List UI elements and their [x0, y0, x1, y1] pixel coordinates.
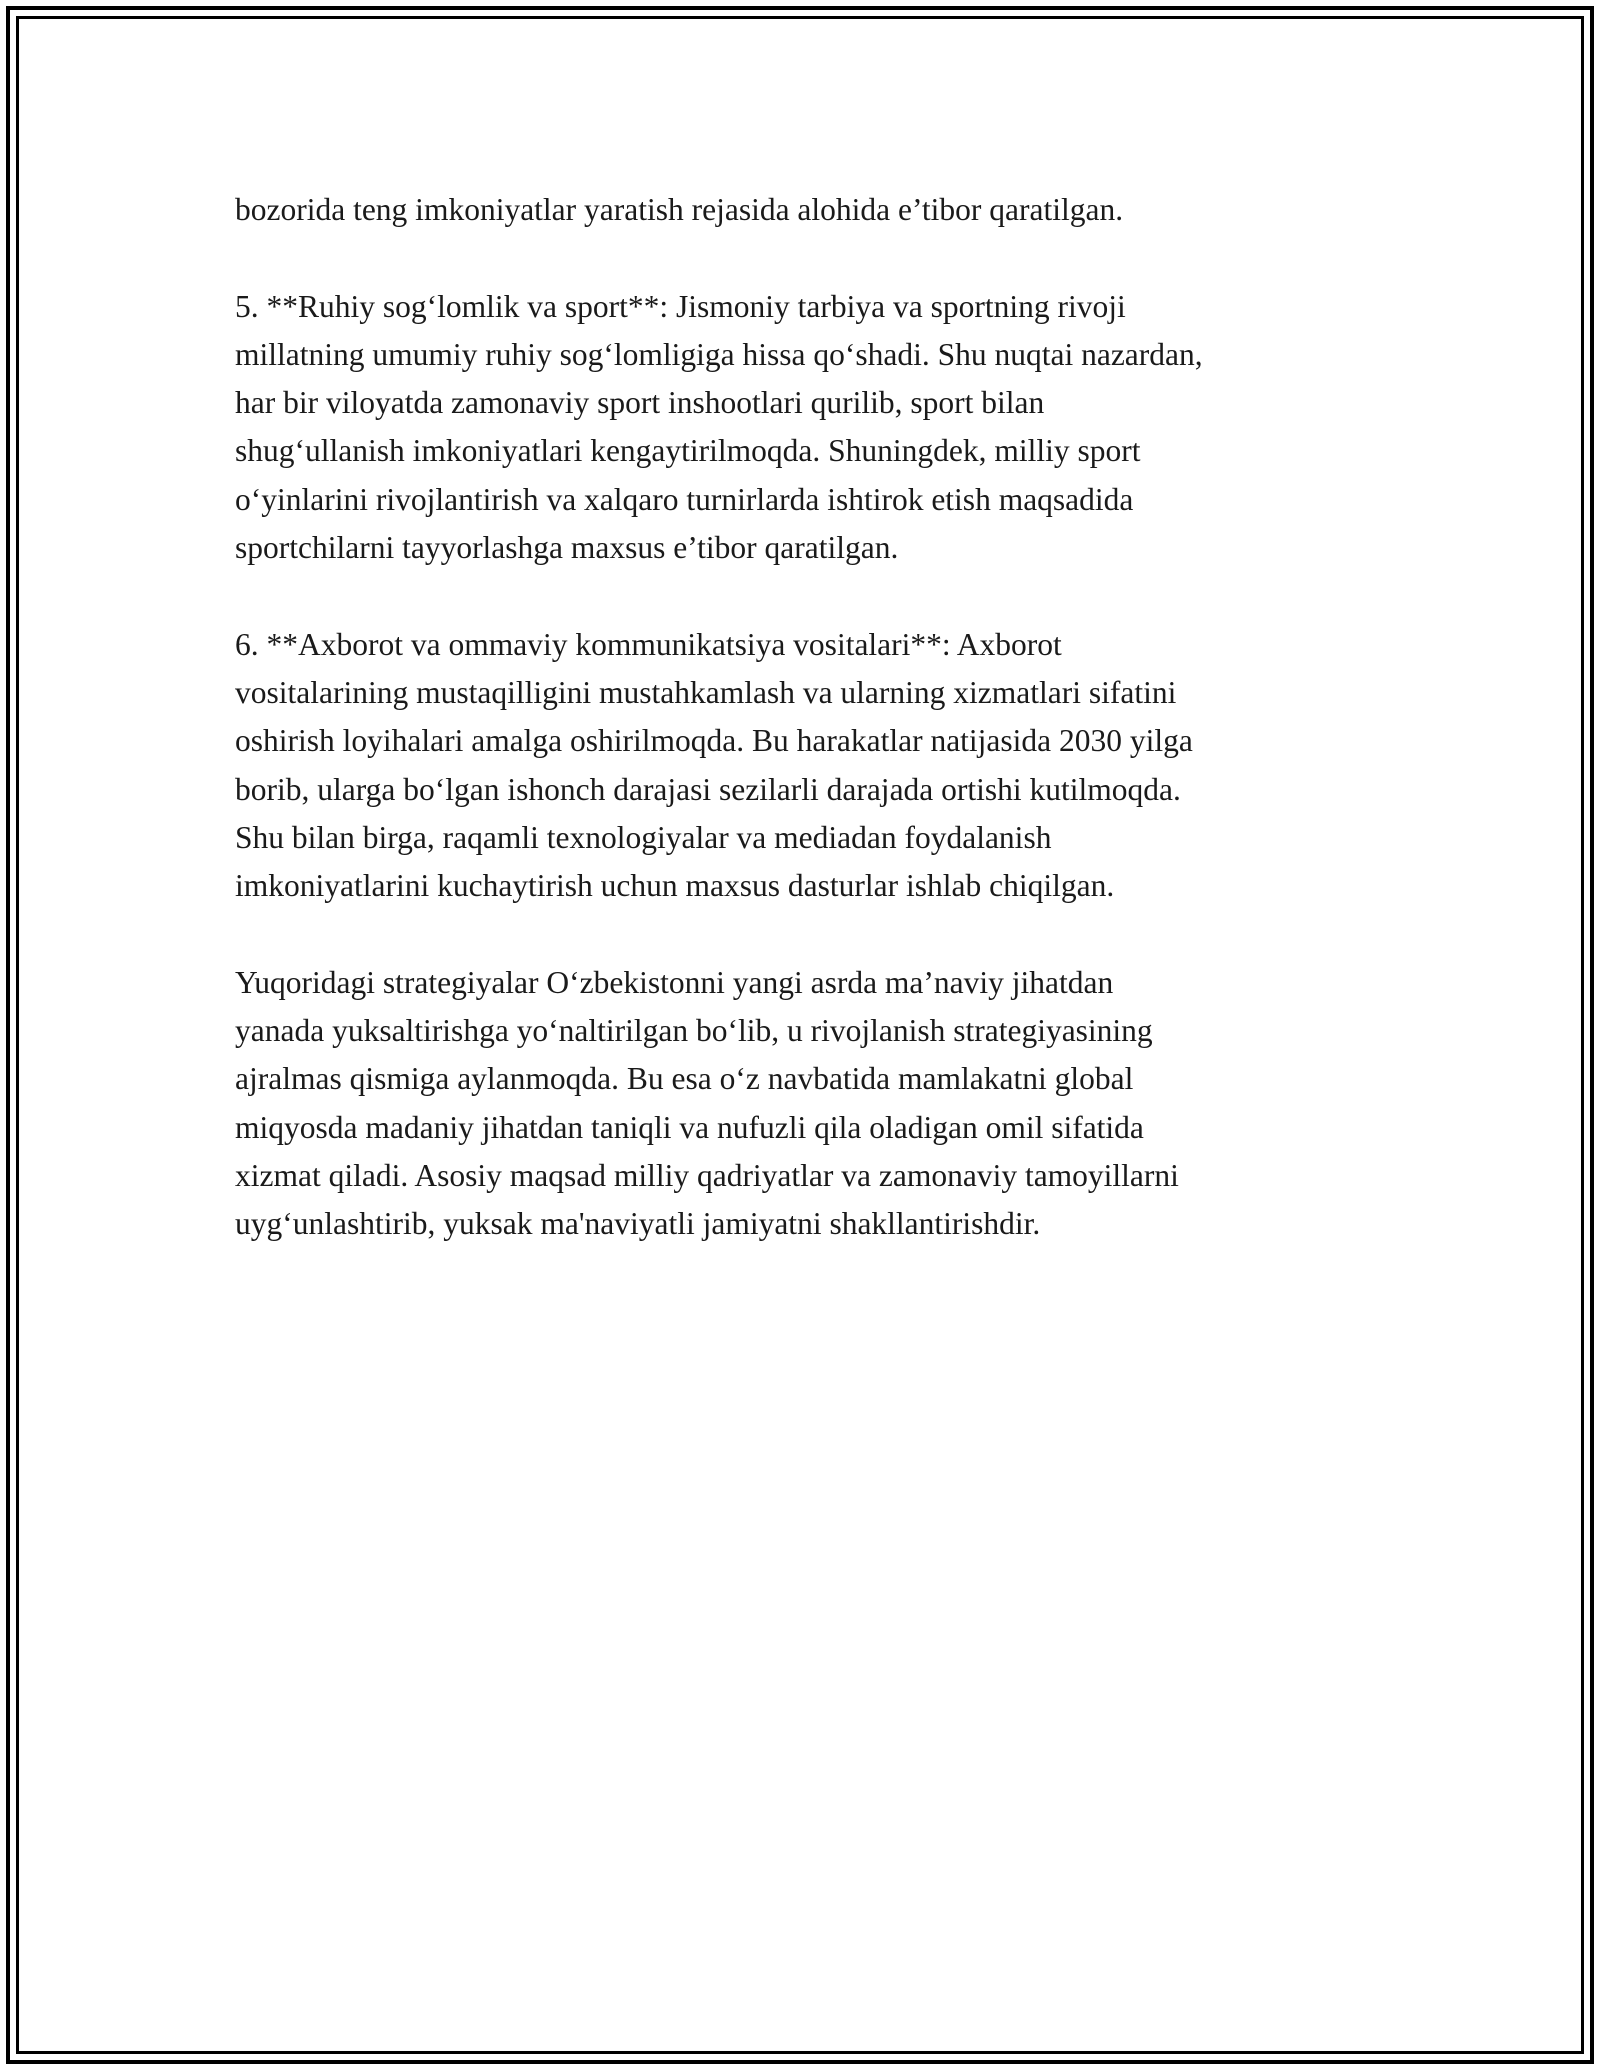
text-line: Shu bilan birga, raqamli texnologiyalar va mediadan foydalanish	[235, 819, 1052, 855]
text-line: ajralmas qismiga aylanmoqda. Bu esa o‘z navbatida mamlakatni global	[235, 1061, 1134, 1097]
text-line: sportchilarni tayyorlashga maxsus e’tibor qaratilgan.	[235, 530, 899, 566]
document-body	[235, 186, 1385, 1297]
text-line: miqyosda madaniy jihatdan taniqli va nufuzli qila oladigan omil sifatida	[235, 1109, 1144, 1145]
paragraph-conclusion	[235, 959, 1385, 1249]
text-line: imkoniyatlarini kuchaytirish uchun maxsus dasturlar ishlab chiqilgan.	[235, 868, 1115, 904]
text-line: har bir viloyatda zamonaviy sport inshootlari qurilib, sport bilan	[235, 385, 1045, 421]
text-line: vositalarining mustaqilligini mustahkamlash va ularning xizmatlari sifatini	[235, 674, 1177, 710]
paragraph-intro-continuation	[235, 186, 1385, 234]
paragraph-item-5-mental-health-sport	[235, 283, 1385, 573]
text-line: borib, ularga bo‘lgan ishonch darajasi sezilarli darajada ortishi kutilmoqda.	[235, 771, 1181, 807]
paragraph-item-6-media	[235, 621, 1385, 911]
text-line: uyg‘unlashtirib, yuksak ma'naviyatli jamiyatni shakllantirishdir.	[235, 1206, 1041, 1242]
text-line: yanada yuksaltirishga yo‘naltirilgan bo‘lib, u rivojlanish strategiyasining	[235, 1013, 1153, 1049]
text-line: 6. **Axborot va ommaviy kommunikatsiya vositalari**: Axborot	[235, 626, 1062, 662]
text-line: xizmat qiladi. Asosiy maqsad milliy qadriyatlar va zamonaviy tamoyillarni	[235, 1157, 1179, 1193]
text-line: Yuqoridagi strategiyalar O‘zbekistonni yangi asrda ma’naviy jihatdan	[235, 964, 1114, 1000]
text-line: 5. **Ruhiy sog‘lomlik va sport**: Jismoniy tarbiya va sportning rivoji	[235, 288, 1126, 324]
text-line: o‘yinlarini rivojlantirish va xalqaro turnirlarda ishtirok etish maqsadida	[235, 481, 1134, 517]
text-line: millatning umumiy ruhiy sog‘lomligiga hissa qo‘shadi. Shu nuqtai nazardan,	[235, 336, 1203, 372]
text-line: oshirish loyihalari amalga oshirilmoqda. Bu harakatlar natijasida 2030 yilga	[235, 723, 1193, 759]
text-line: shug‘ullanish imkoniyatlari kengaytirilmoqda. Shuningdek, milliy sport	[235, 433, 1141, 469]
text-line: bozorida teng imkoniyatlar yaratish rejasida alohida e’tibor qaratilgan.	[235, 192, 1124, 227]
